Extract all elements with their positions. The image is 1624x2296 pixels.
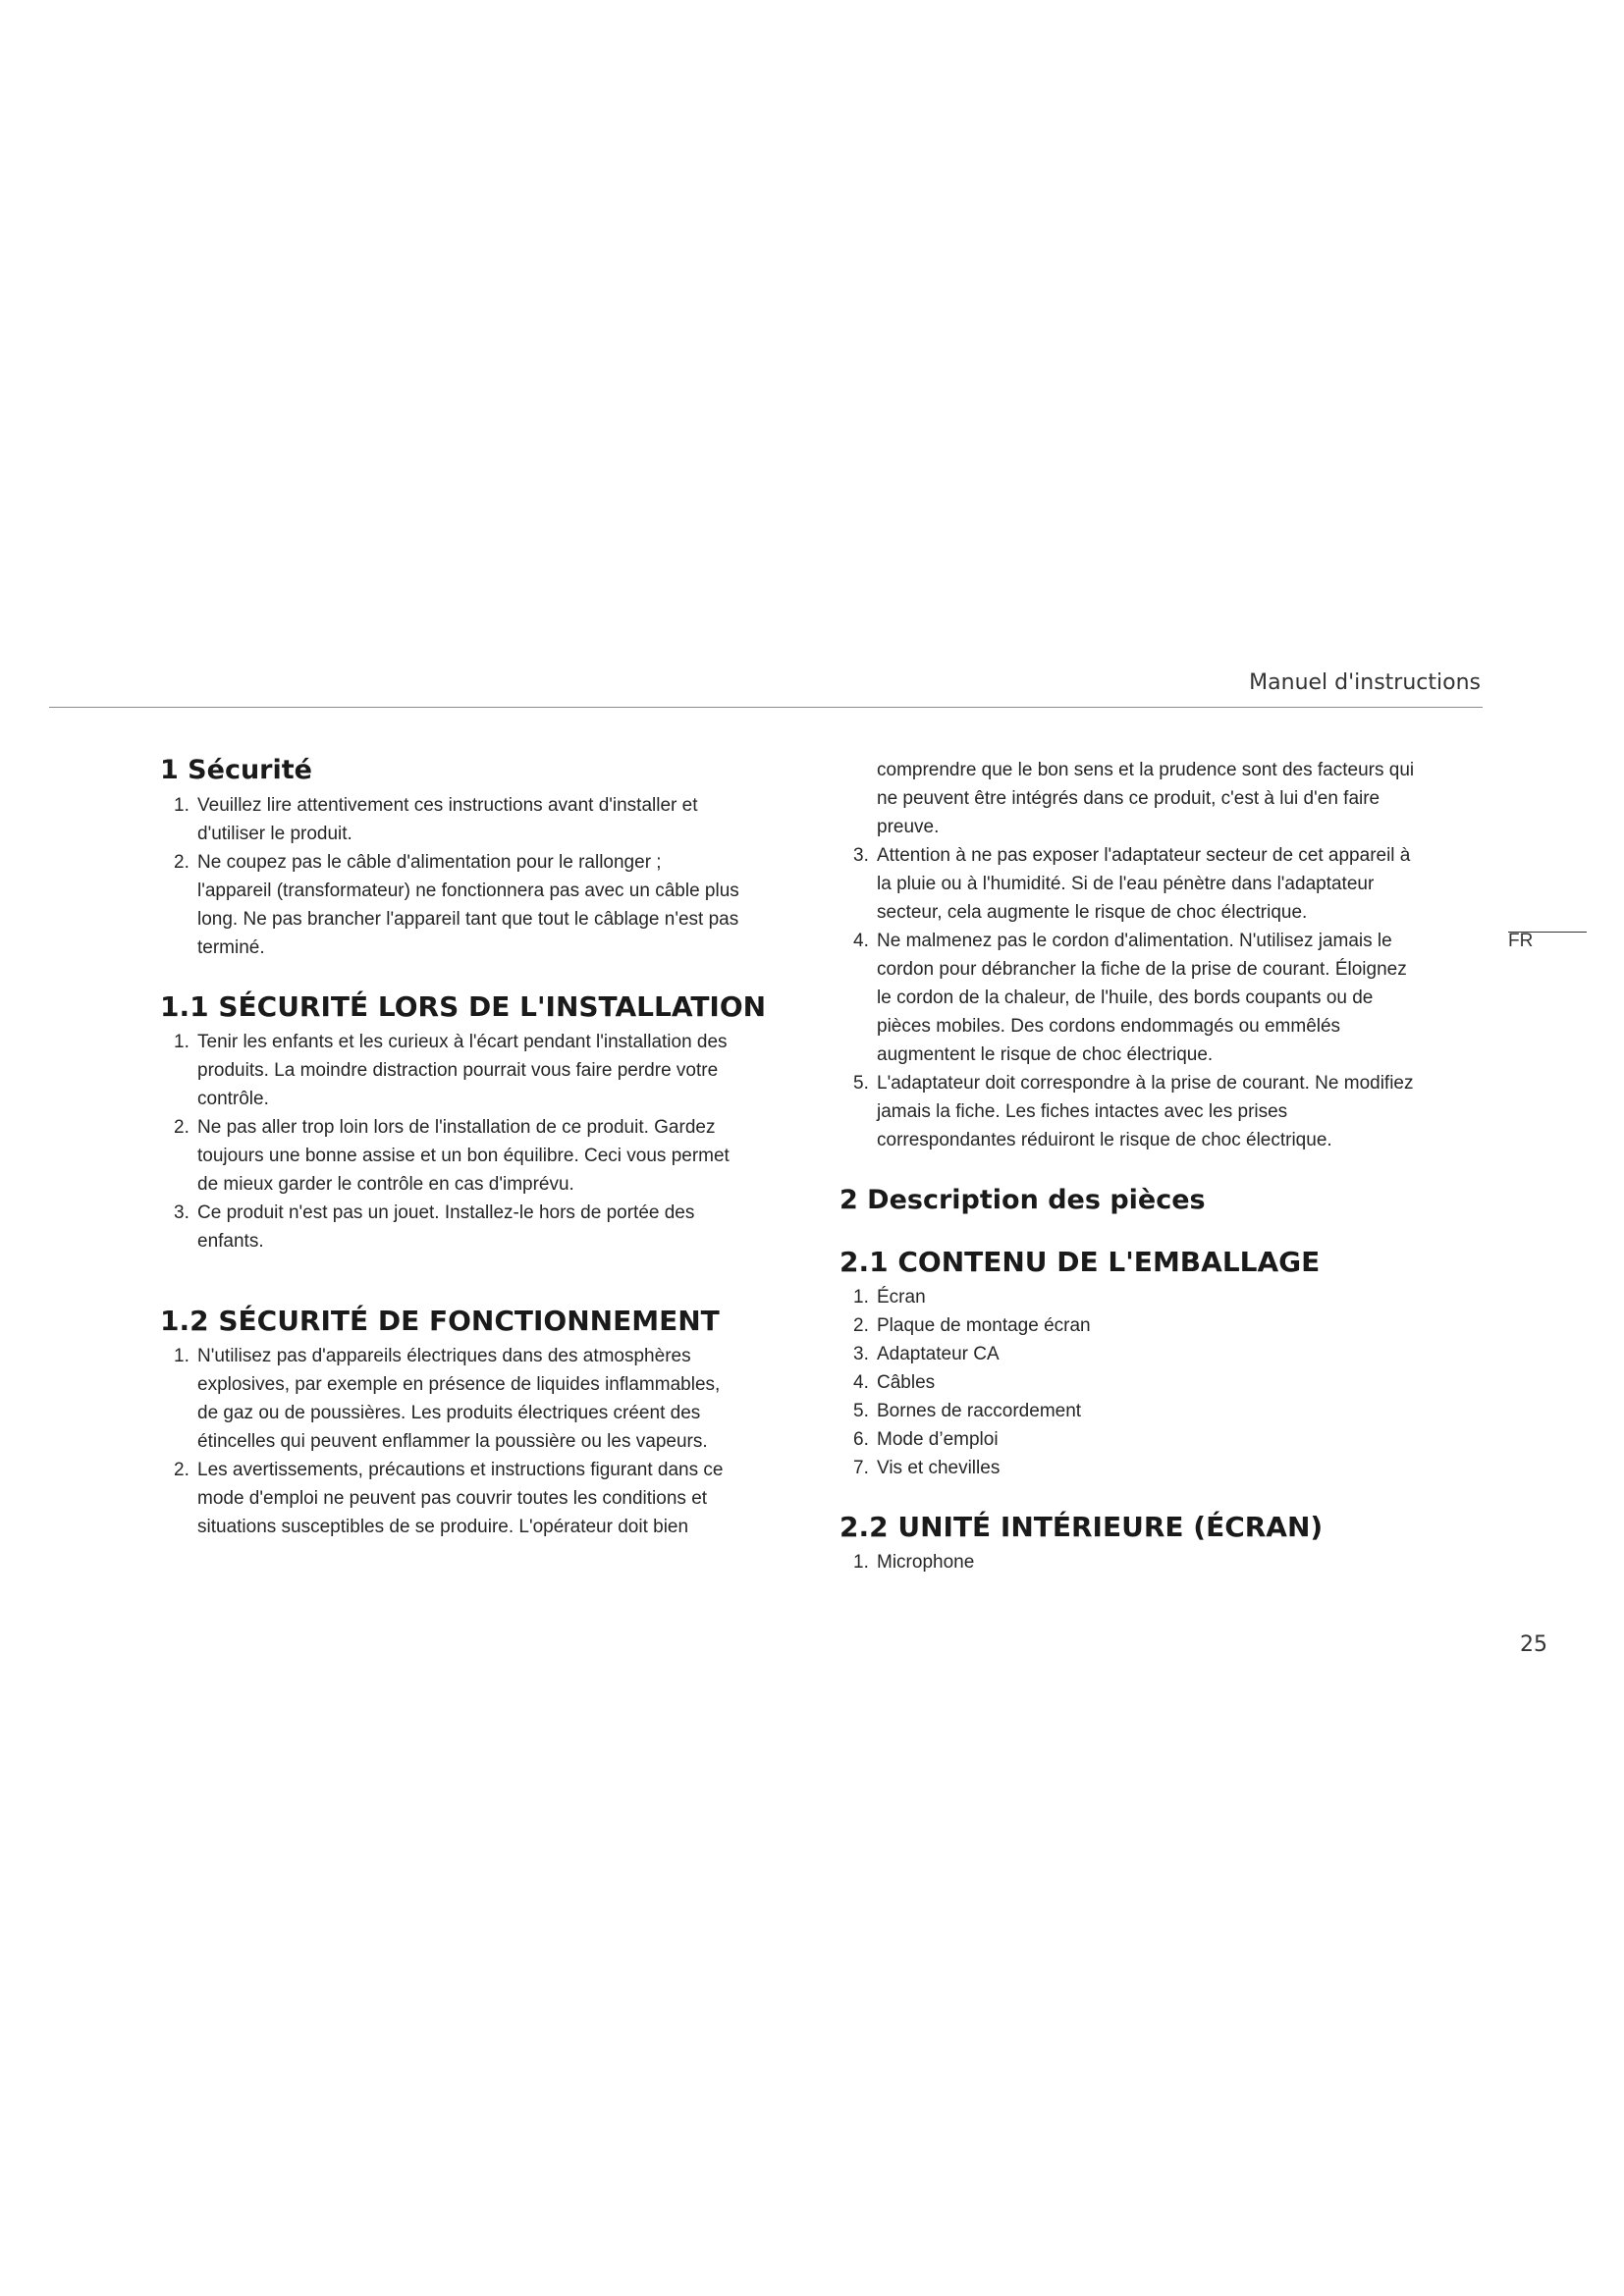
header-divider — [49, 707, 1483, 708]
list-item: 7. Vis et chevilles — [853, 1458, 1001, 1478]
list-item: 3. Attention à ne pas exposer l'adaptateur secteur de cet appareil à la pluie ou à l'humidité. Si de l'eau pénètre dans l'adaptateur secteur, cela augmente le risque de choc électrique. — [853, 845, 1411, 923]
page-number: 25 — [1520, 1632, 1547, 1657]
section-2-1-title: 2.1 CONTENU DE L'EMBALLAGE — [839, 1246, 1321, 1278]
section-1-list — [160, 791, 803, 962]
list-item: 5. L'adaptateur doit correspondre à la prise de courant. Ne modifiez jamais la fiche. Les fiches intactes avec les prises correspondantes réduiront le risque de choc électrique. — [853, 1073, 1414, 1150]
list-item: 5. Bornes de raccordement — [853, 1401, 1082, 1421]
section-1-title: 1 Sécurité — [160, 755, 312, 785]
section-1-1-title: 1.1 SÉCURITÉ LORS DE L'INSTALLATION — [160, 990, 767, 1023]
list-item: 1. N'utilisez pas d'appareils électriques dans des atmosphères explosives, par exemple en présence de liquides inflammables, de gaz ou de poussières. Les produits électriques créent des étincelles qui peuvent enflammer la poussière ou les vapeurs. — [174, 1346, 721, 1452]
section-1-2-list — [160, 1342, 803, 1541]
list-item: 1. Écran — [853, 1287, 926, 1308]
list-item: 1. Veuillez lire attentivement ces instructions avant d'installer et d'utiliser le produit. — [174, 795, 698, 844]
list-item: 2. Ne coupez pas le câble d'alimentation pour le rallonger ; l'appareil (transformateur) ne fonctionnera pas avec un câble plus long. Ne pas brancher l'appareil tant que tout le câblage n'est pas terminé. — [174, 852, 739, 958]
list-item: 4. Câbles — [853, 1372, 936, 1393]
section-1-1-list — [160, 1028, 803, 1255]
header-title: Manuel d'instructions — [1249, 670, 1481, 695]
list-item: 1. Microphone — [853, 1552, 975, 1573]
section-2-title: 2 Description des pièces — [839, 1185, 1206, 1215]
list-item: 1. Tenir les enfants et les curieux à l'écart pendant l'installation des produits. La moindre distraction pourrait vous faire perdre votre contrôle. — [174, 1032, 728, 1109]
list-item: 2. Les avertissements, précautions et instructions figurant dans ce mode d'emploi ne peuvent pas couvrir toutes les conditions et situations susceptibles de se produire. L'opérateur doit bien — [174, 1460, 724, 1537]
list-item: 4. Ne malmenez pas le cordon d'alimentation. N'utilisez jamais le cordon pour débrancher la fiche de la prise de courant. Éloignez le cordon de la chaleur, de l'huile, des bords coupants ou de pièces mobiles. Des cordons endommagés ou emmêlés augmentent le risque de choc électrique. — [853, 931, 1407, 1065]
package-contents-list — [839, 1283, 1478, 1482]
list-item: 3. Adaptateur CA — [853, 1344, 1000, 1364]
list-item: 2. Ne pas aller trop loin lors de l'installation de ce produit. Gardez toujours une bonne assise et un bon équilibre. Ceci vous permet de mieux garder le contrôle en cas d'imprévu. — [174, 1117, 730, 1195]
section-2-2-title: 2.2 UNITÉ INTÉRIEURE (ÉCRAN) — [839, 1511, 1324, 1543]
indoor-unit-list — [839, 1548, 1478, 1576]
list-item: 2. Plaque de montage écran — [853, 1315, 1091, 1336]
list-item-continuation: comprendre que le bon sens et la prudence sont des facteurs qui ne peuvent être intégrés dans ce produit, c'est à lui d'en faire preuve. — [877, 760, 1415, 837]
language-tab-label: FR — [1508, 931, 1534, 951]
left-column — [160, 754, 803, 1541]
list-item: 3. Ce produit n'est pas un jouet. Installez-le hors de portée des enfants. — [174, 1202, 695, 1252]
list-item: 6. Mode d’emploi — [853, 1429, 999, 1450]
section-1-2-title: 1.2 SÉCURITÉ DE FONCTIONNEMENT — [160, 1305, 720, 1337]
section-1-2-list-continued — [839, 841, 1478, 1154]
right-column — [839, 756, 1478, 1576]
